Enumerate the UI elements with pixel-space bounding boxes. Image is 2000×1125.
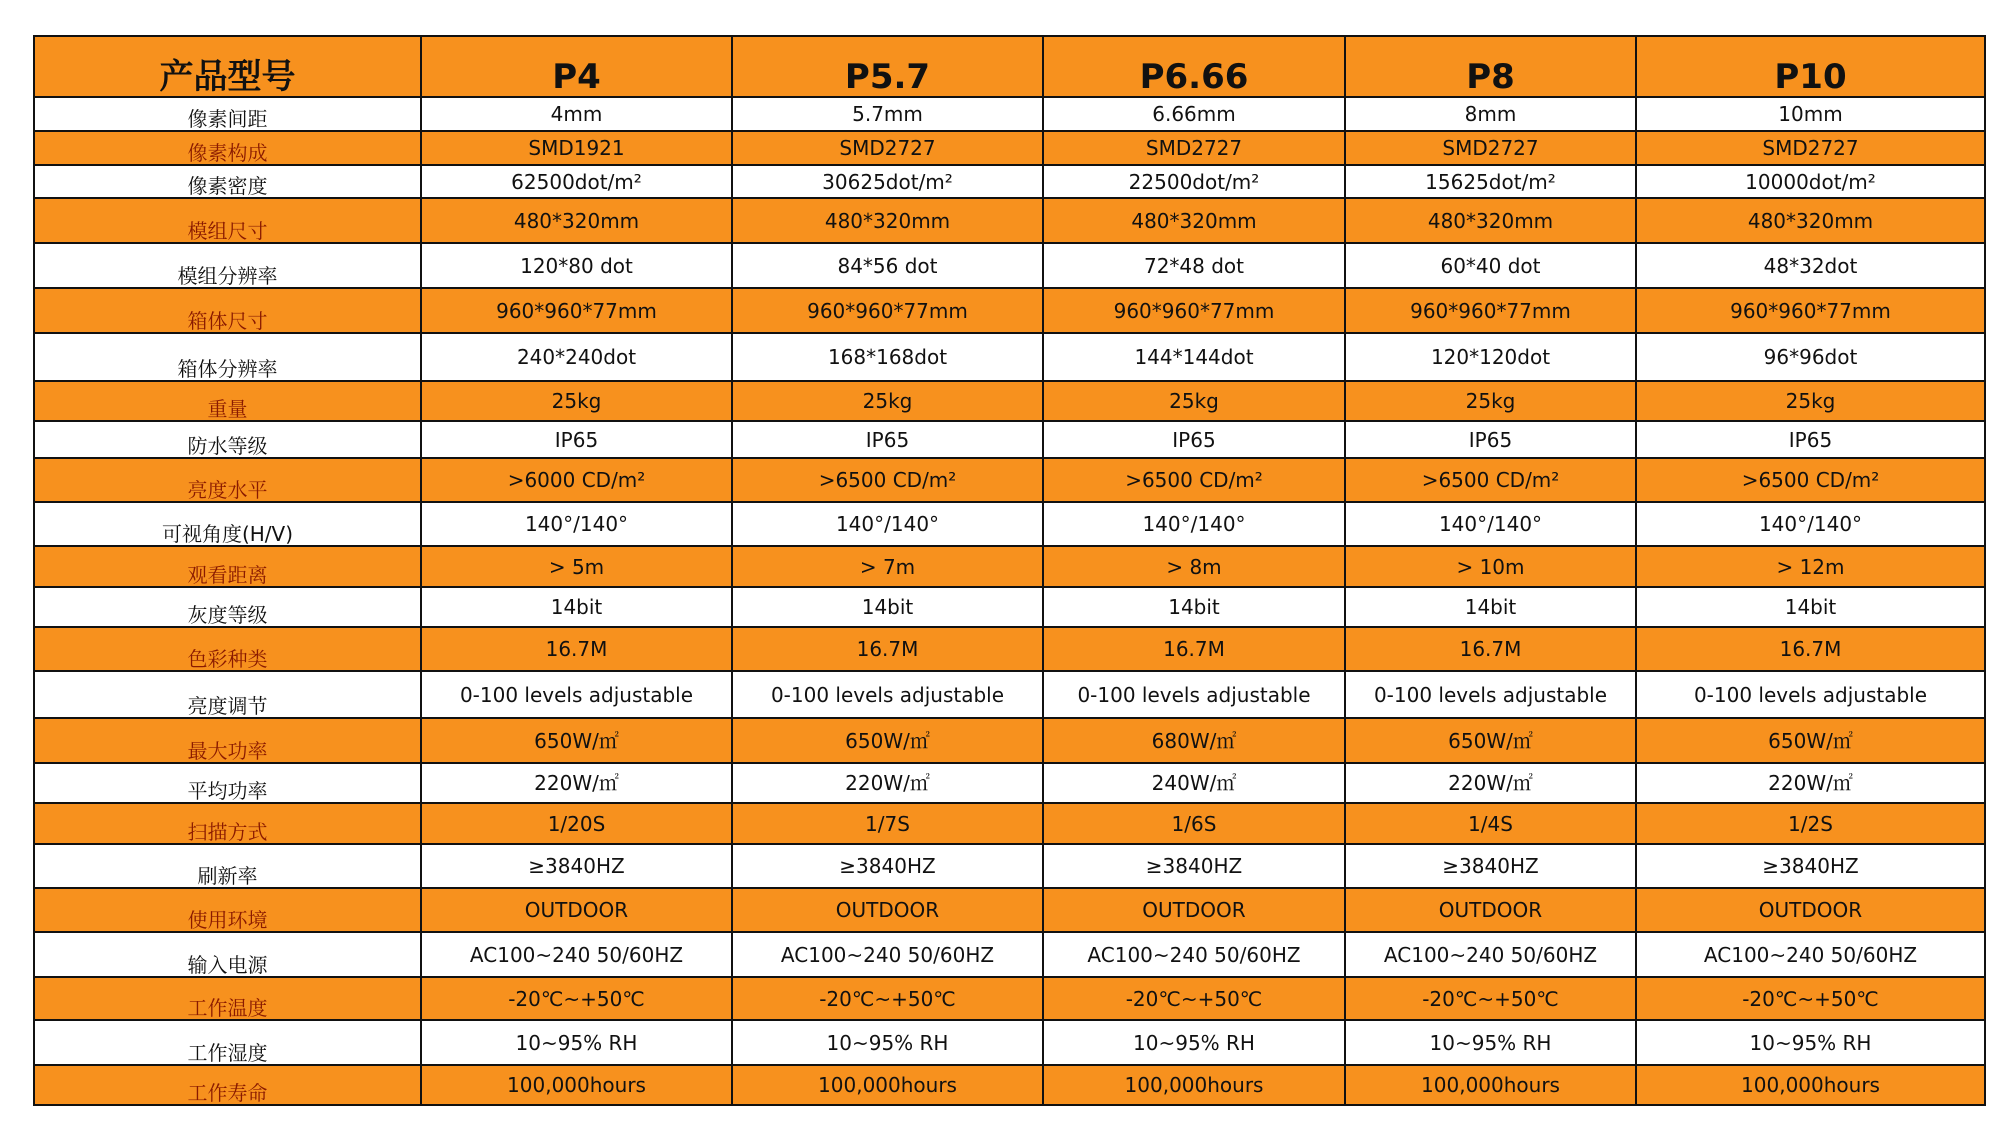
spec-value: 144*144dot <box>1043 333 1345 381</box>
spec-value: 240*240dot <box>421 333 732 381</box>
spec-value: 220W/㎡ <box>732 763 1043 803</box>
spec-value: 10000dot/m² <box>1636 165 1985 198</box>
spec-value: 6.66mm <box>1043 97 1345 131</box>
spec-value: > 7m <box>732 546 1043 587</box>
spec-row <box>34 243 1985 288</box>
spec-value: 5.7mm <box>732 97 1043 131</box>
spec-value: 10~95% RH <box>1636 1020 1985 1065</box>
spec-row <box>34 671 1985 718</box>
spec-value: SMD1921 <box>421 131 732 165</box>
header-p4: P4 <box>421 36 732 97</box>
spec-value: 0-100 levels adjustable <box>1043 671 1345 718</box>
header-p10: P10 <box>1636 36 1985 97</box>
spec-value: 140°/140° <box>421 502 732 546</box>
spec-row <box>34 803 1985 844</box>
spec-value: 650W/㎡ <box>421 718 732 763</box>
spec-value: 220W/㎡ <box>1345 763 1636 803</box>
spec-value: > 5m <box>421 546 732 587</box>
spec-row <box>34 458 1985 502</box>
spec-label: 灰度等级 <box>34 587 421 627</box>
spec-value: SMD2727 <box>1345 131 1636 165</box>
spec-value: 960*960*77mm <box>1636 288 1985 333</box>
spec-label: 箱体尺寸 <box>34 288 421 333</box>
spec-value: > 12m <box>1636 546 1985 587</box>
spec-row <box>34 932 1985 977</box>
spec-value: 1/2S <box>1636 803 1985 844</box>
spec-value: IP65 <box>1345 421 1636 458</box>
spec-row <box>34 1065 1985 1105</box>
spec-value: 96*96dot <box>1636 333 1985 381</box>
spec-label: 亮度调节 <box>34 671 421 718</box>
spec-label: 使用环境 <box>34 888 421 932</box>
spec-value: 1/20S <box>421 803 732 844</box>
spec-value: 480*320mm <box>1345 198 1636 243</box>
spec-value: OUTDOOR <box>1043 888 1345 932</box>
spec-value: ≥3840HZ <box>732 844 1043 888</box>
spec-value: 30625dot/m² <box>732 165 1043 198</box>
spec-value: 14bit <box>1636 587 1985 627</box>
spec-value: AC100~240 50/60HZ <box>732 932 1043 977</box>
spec-value: IP65 <box>1043 421 1345 458</box>
spec-value: >6500 CD/m² <box>732 458 1043 502</box>
spec-label: 可视角度(H/V) <box>34 502 421 546</box>
spec-value: 1/7S <box>732 803 1043 844</box>
spec-value: 1/6S <box>1043 803 1345 844</box>
spec-row <box>34 844 1985 888</box>
spec-value: 480*320mm <box>732 198 1043 243</box>
spec-value: SMD2727 <box>1636 131 1985 165</box>
spec-value: ≥3840HZ <box>421 844 732 888</box>
spec-row <box>34 381 1985 421</box>
spec-value: 140°/140° <box>1345 502 1636 546</box>
spec-value: 1/4S <box>1345 803 1636 844</box>
spec-value: 72*48 dot <box>1043 243 1345 288</box>
spec-row <box>34 288 1985 333</box>
spec-value: 960*960*77mm <box>732 288 1043 333</box>
spec-value: 10~95% RH <box>421 1020 732 1065</box>
spec-value: 25kg <box>732 381 1043 421</box>
spec-value: 16.7M <box>1043 627 1345 671</box>
spec-value: > 8m <box>1043 546 1345 587</box>
spec-value: 10~95% RH <box>1043 1020 1345 1065</box>
header-p6-66: P6.66 <box>1043 36 1345 97</box>
spec-value: >6500 CD/m² <box>1345 458 1636 502</box>
spec-value: 4mm <box>421 97 732 131</box>
spec-row <box>34 546 1985 587</box>
spec-value: 84*56 dot <box>732 243 1043 288</box>
spec-row <box>34 763 1985 803</box>
spec-row <box>34 333 1985 381</box>
spec-label: 最大功率 <box>34 718 421 763</box>
spec-value: 120*120dot <box>1345 333 1636 381</box>
spec-value: 140°/140° <box>1043 502 1345 546</box>
spec-value: 960*960*77mm <box>421 288 732 333</box>
spec-value: 15625dot/m² <box>1345 165 1636 198</box>
spec-value: IP65 <box>1636 421 1985 458</box>
spec-value: 100,000hours <box>732 1065 1043 1105</box>
spec-row <box>34 502 1985 546</box>
spec-value: 25kg <box>1043 381 1345 421</box>
spec-value: ≥3840HZ <box>1345 844 1636 888</box>
spec-value: -20℃~+50℃ <box>732 977 1043 1020</box>
spec-label: 工作寿命 <box>34 1065 421 1105</box>
spec-value: 100,000hours <box>1636 1065 1985 1105</box>
spec-row <box>34 97 1985 131</box>
spec-value: >6500 CD/m² <box>1636 458 1985 502</box>
spec-value: 16.7M <box>1345 627 1636 671</box>
spec-value: SMD2727 <box>1043 131 1345 165</box>
spec-row <box>34 1020 1985 1065</box>
spec-value: 0-100 levels adjustable <box>732 671 1043 718</box>
spec-value: AC100~240 50/60HZ <box>421 932 732 977</box>
spec-label: 模组尺寸 <box>34 198 421 243</box>
spec-value: OUTDOOR <box>421 888 732 932</box>
spec-value: 100,000hours <box>1345 1065 1636 1105</box>
spec-value: 480*320mm <box>421 198 732 243</box>
spec-value: 14bit <box>732 587 1043 627</box>
spec-label: 重量 <box>34 381 421 421</box>
spec-value: 62500dot/m² <box>421 165 732 198</box>
header-p5-7: P5.7 <box>732 36 1043 97</box>
header-row <box>34 36 1985 97</box>
spec-value: 960*960*77mm <box>1345 288 1636 333</box>
spec-value: AC100~240 50/60HZ <box>1636 932 1985 977</box>
spec-label: 色彩种类 <box>34 627 421 671</box>
spec-label: 工作湿度 <box>34 1020 421 1065</box>
header-p8: P8 <box>1345 36 1636 97</box>
spec-row <box>34 977 1985 1020</box>
spec-value: 25kg <box>1345 381 1636 421</box>
spec-value: 120*80 dot <box>421 243 732 288</box>
spec-value: 650W/㎡ <box>1345 718 1636 763</box>
spec-value: 16.7M <box>421 627 732 671</box>
spec-value: -20℃~+50℃ <box>1636 977 1985 1020</box>
spec-value: IP65 <box>732 421 1043 458</box>
spec-label: 工作温度 <box>34 977 421 1020</box>
spec-value: 480*320mm <box>1636 198 1985 243</box>
spec-value: -20℃~+50℃ <box>1345 977 1636 1020</box>
spec-value: 10~95% RH <box>732 1020 1043 1065</box>
spec-row <box>34 718 1985 763</box>
spec-value: 25kg <box>1636 381 1985 421</box>
spec-value: 240W/㎡ <box>1043 763 1345 803</box>
spec-row <box>34 421 1985 458</box>
spec-label: 像素密度 <box>34 165 421 198</box>
spec-value: 650W/㎡ <box>1636 718 1985 763</box>
spec-row <box>34 131 1985 165</box>
spec-value: 10mm <box>1636 97 1985 131</box>
spec-value: OUTDOOR <box>1636 888 1985 932</box>
spec-value: 220W/㎡ <box>421 763 732 803</box>
spec-value: 220W/㎡ <box>1636 763 1985 803</box>
spec-value: 480*320mm <box>1043 198 1345 243</box>
spec-value: 0-100 levels adjustable <box>1636 671 1985 718</box>
spec-value: 680W/㎡ <box>1043 718 1345 763</box>
spec-value: ≥3840HZ <box>1043 844 1345 888</box>
header-model-label: 产品型号 <box>34 36 421 97</box>
spec-value: 14bit <box>1043 587 1345 627</box>
spec-value: 960*960*77mm <box>1043 288 1345 333</box>
spec-value: ≥3840HZ <box>1636 844 1985 888</box>
spec-row <box>34 888 1985 932</box>
spec-value: 650W/㎡ <box>732 718 1043 763</box>
spec-value: 0-100 levels adjustable <box>1345 671 1636 718</box>
spec-value: 60*40 dot <box>1345 243 1636 288</box>
spec-value: 48*32dot <box>1636 243 1985 288</box>
spec-value: 16.7M <box>1636 627 1985 671</box>
spec-label: 平均功率 <box>34 763 421 803</box>
spec-table <box>33 35 1986 1106</box>
spec-value: SMD2727 <box>732 131 1043 165</box>
spec-value: 8mm <box>1345 97 1636 131</box>
spec-value: OUTDOOR <box>732 888 1043 932</box>
spec-label: 箱体分辨率 <box>34 333 421 381</box>
spec-label: 亮度水平 <box>34 458 421 502</box>
spec-value: 14bit <box>1345 587 1636 627</box>
spec-label: 防水等级 <box>34 421 421 458</box>
spec-value: 140°/140° <box>1636 502 1985 546</box>
spec-value: IP65 <box>421 421 732 458</box>
spec-row <box>34 587 1985 627</box>
spec-label: 扫描方式 <box>34 803 421 844</box>
spec-value: 140°/140° <box>732 502 1043 546</box>
spec-value: AC100~240 50/60HZ <box>1043 932 1345 977</box>
spec-value: 14bit <box>421 587 732 627</box>
spec-row <box>34 627 1985 671</box>
spec-value: 25kg <box>421 381 732 421</box>
spec-value: -20℃~+50℃ <box>1043 977 1345 1020</box>
spec-label: 输入电源 <box>34 932 421 977</box>
spec-value: -20℃~+50℃ <box>421 977 732 1020</box>
spec-value: 168*168dot <box>732 333 1043 381</box>
spec-value: > 10m <box>1345 546 1636 587</box>
spec-label: 模组分辨率 <box>34 243 421 288</box>
spec-label: 刷新率 <box>34 844 421 888</box>
spec-value: AC100~240 50/60HZ <box>1345 932 1636 977</box>
spec-value: 0-100 levels adjustable <box>421 671 732 718</box>
spec-value: 100,000hours <box>1043 1065 1345 1105</box>
spec-value: 22500dot/m² <box>1043 165 1345 198</box>
spec-value: >6000 CD/m² <box>421 458 732 502</box>
spec-value: 100,000hours <box>421 1065 732 1105</box>
spec-row <box>34 198 1985 243</box>
spec-value: 16.7M <box>732 627 1043 671</box>
spec-value: 10~95% RH <box>1345 1020 1636 1065</box>
spec-label: 观看距离 <box>34 546 421 587</box>
spec-value: OUTDOOR <box>1345 888 1636 932</box>
spec-value: >6500 CD/m² <box>1043 458 1345 502</box>
spec-label: 像素间距 <box>34 97 421 131</box>
spec-row <box>34 165 1985 198</box>
spec-label: 像素构成 <box>34 131 421 165</box>
